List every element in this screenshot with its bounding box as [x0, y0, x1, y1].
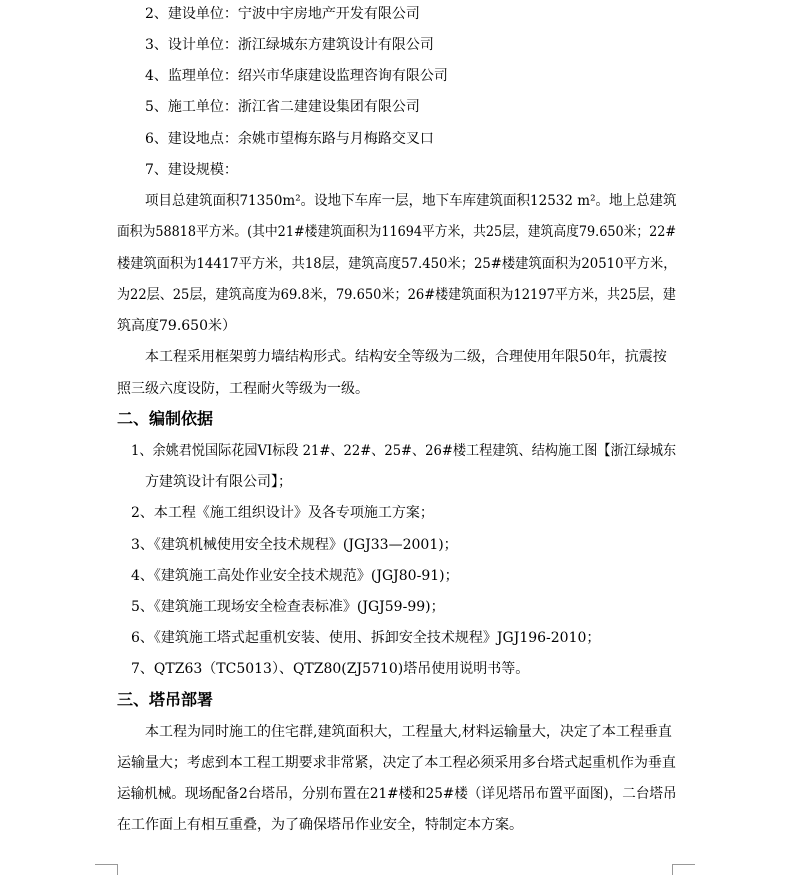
page-corner-mark-left	[95, 864, 118, 875]
scale-paragraph-line: 项目总建筑面积71350m²。设地下车库一层，地下车库建筑面积12532 m²。地上总建筑	[145, 193, 677, 209]
info-item-builder: 2、建设单位：宁波中宇房地产开发有限公司	[145, 6, 420, 22]
reference-item: 1、余姚君悦国际花园VI标段 21#、22#、25#、26#楼工程建筑、结构施工图【浙江绿城东	[131, 443, 677, 459]
reference-item: 7、QTZ63（TC5013）、QTZ80(ZJ5710)塔吊使用说明书等。	[131, 661, 530, 677]
reference-item: 5、《建筑施工现场安全检查表标准》(JGJ59-99)；	[131, 599, 445, 615]
section-heading-deployment: 三、塔吊部署	[117, 690, 214, 709]
scale-paragraph-line: 为22层、25层，建筑高度为69.8米，79.650米；26#楼建筑面积为12197平方米，共25层，建	[117, 287, 676, 303]
deployment-paragraph-line: 运输量大；考虑到本工程工期要求非常紧，决定了本工程必须采用多台塔式起重机作为垂直	[117, 755, 676, 771]
reference-item: 2、本工程《施工组织设计》及各专项施工方案；	[131, 505, 434, 521]
info-item-scale: 7、建设规模：	[145, 162, 238, 178]
structure-paragraph-line: 照三级六度设防，工程耐火等级为一级。	[117, 381, 369, 397]
deployment-paragraph-line: 在工作面上有相互重叠，为了确保塔吊作业安全，特制定本方案。	[117, 817, 523, 833]
scale-paragraph-line: 楼建筑面积为14417平方米，共18层，建筑高度57.450米；25#楼建筑面积为20510平方米，	[117, 256, 677, 272]
page-corner-mark-right	[672, 864, 695, 875]
reference-item-continuation: 方建筑设计有限公司】；	[145, 474, 292, 490]
reference-item: 3、《建筑机械使用安全技术规程》(JGJ33—2001)；	[131, 537, 458, 553]
info-item-designer: 3、设计单位：浙江绿城东方建筑设计有限公司	[145, 37, 434, 53]
info-item-supervisor: 4、监理单位：绍兴市华康建设监理咨询有限公司	[145, 68, 448, 84]
deployment-paragraph-line: 运输机械。现场配备2台塔吊，分别布置在21#楼和25#楼（详见塔吊布置平面图)，二台塔吊	[117, 786, 677, 802]
structure-paragraph-line: 本工程采用框架剪力墙结构形式。结构安全等级为二级，合理使用年限50年，抗震按	[145, 349, 667, 365]
info-item-location: 6、建设地点：余姚市望梅东路与月梅路交叉口	[145, 131, 434, 147]
reference-item: 6、《建筑施工塔式起重机安装、使用、拆卸安全技术规程》JGJ196-2010；	[131, 630, 601, 646]
reference-item: 4、《建筑施工高处作业安全技术规范》(JGJ80-91)；	[131, 568, 459, 584]
scale-paragraph-line: 面积为58818平方米。(其中21#楼建筑面积为11694平方米，共25层，建筑高度79.650米；22#	[117, 224, 677, 240]
deployment-paragraph-line: 本工程为同时施工的住宅群,建筑面积大，工程量大,材料运输量大，决定了本工程垂直	[145, 724, 672, 740]
info-item-contractor: 5、施工单位：浙江省二建建设集团有限公司	[145, 99, 420, 115]
section-heading-basis: 二、编制依据	[117, 409, 214, 428]
scale-paragraph-line: 筑高度79.650米）	[117, 318, 236, 334]
